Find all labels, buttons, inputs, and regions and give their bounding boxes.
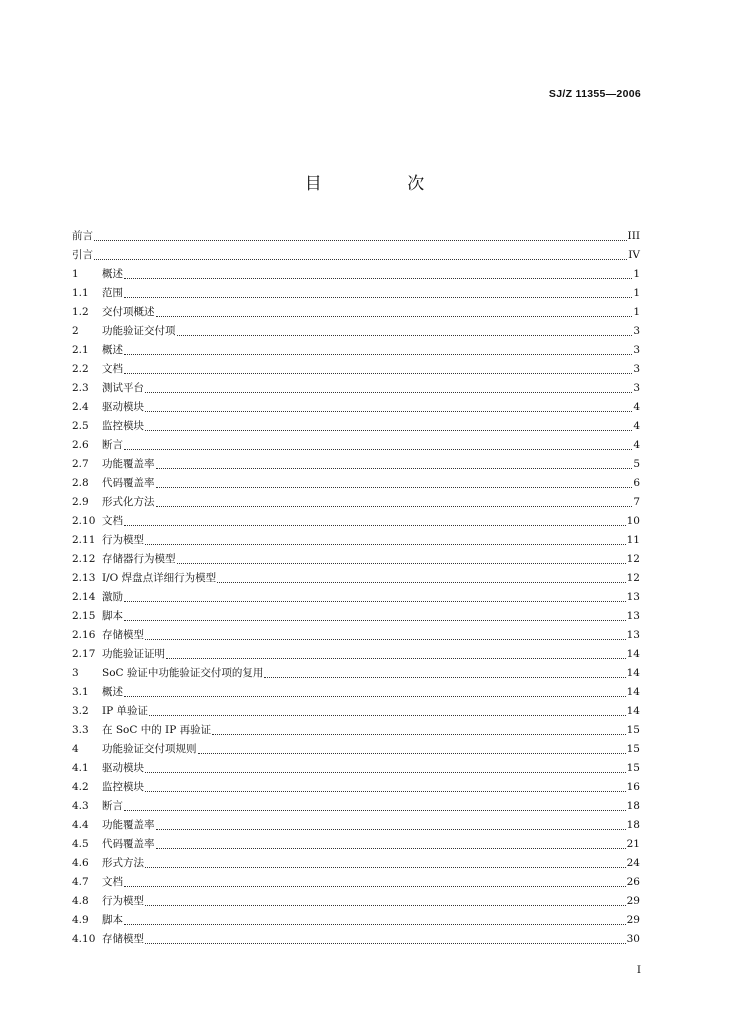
toc-entry[interactable] xyxy=(72,645,640,664)
toc-entry-page: 7 xyxy=(633,496,640,508)
toc-entry-page: 21 xyxy=(626,838,640,850)
toc-entry-page: 4 xyxy=(633,401,640,413)
toc-entry-number: 3.3 xyxy=(72,724,89,736)
toc-entry[interactable] xyxy=(72,246,640,265)
toc-leader-dots xyxy=(145,904,626,906)
toc-entry-page: 14 xyxy=(626,667,640,679)
toc-entry-number: 4.5 xyxy=(72,838,89,850)
toc-entry-title: 形式化方法 xyxy=(102,496,155,508)
toc-entry-page: 11 xyxy=(626,534,640,546)
toc-entry-title: 测试平台 xyxy=(102,382,144,394)
toc-entry[interactable] xyxy=(72,398,640,417)
toc-entry-number: 3.1 xyxy=(72,686,89,698)
toc-entry[interactable] xyxy=(72,493,640,512)
toc-entry-number: 2.15 xyxy=(72,610,96,622)
toc-entry-title: IP 单验证 xyxy=(102,705,149,717)
toc-entry-page: 14 xyxy=(626,648,640,660)
toc-entry[interactable] xyxy=(72,512,640,531)
toc-entry-number: 4.6 xyxy=(72,857,89,869)
toc-leader-dots xyxy=(198,752,626,754)
toc-entry-number: 4.9 xyxy=(72,914,89,926)
toc-entry[interactable] xyxy=(72,569,640,588)
toc-leader-dots xyxy=(156,486,633,488)
toc-entry-number: 4.10 xyxy=(72,933,96,945)
toc-entry[interactable] xyxy=(72,265,640,284)
toc-entry-number: 3.2 xyxy=(72,705,89,717)
toc-entry-page: 18 xyxy=(626,800,640,812)
toc-entry-title: 功能覆盖率 xyxy=(102,819,155,831)
toc-entry-page: 29 xyxy=(626,895,640,907)
toc-entry[interactable] xyxy=(72,436,640,455)
toc-entry[interactable] xyxy=(72,474,640,493)
toc-entry[interactable] xyxy=(72,626,640,645)
toc-leader-dots xyxy=(124,809,626,811)
toc-leader-dots xyxy=(124,619,626,621)
toc-leader-dots xyxy=(156,467,633,469)
toc-leader-dots xyxy=(264,676,625,678)
toc-entry-number: 2.9 xyxy=(72,496,89,508)
toc-entry-number: 1.1 xyxy=(72,287,89,299)
toc-entry-number: 2.8 xyxy=(72,477,89,489)
toc-entry-title: 断言 xyxy=(102,800,123,812)
toc-entry-title: 驱动模块 xyxy=(102,401,144,413)
toc-entry-number: 4.3 xyxy=(72,800,89,812)
toc-entry[interactable] xyxy=(72,284,640,303)
toc-entry[interactable] xyxy=(72,341,640,360)
toc-entry-page: 12 xyxy=(626,553,640,565)
toc-entry-number: 4.2 xyxy=(72,781,89,793)
toc-leader-dots xyxy=(145,771,626,773)
toc-entry-page: 14 xyxy=(626,705,640,717)
toc-entry-page: 15 xyxy=(626,724,640,736)
standard-code: SJ/Z 11355—2006 xyxy=(548,88,641,100)
toc-leader-dots xyxy=(156,828,626,830)
toc-entry[interactable] xyxy=(72,607,640,626)
toc-entry-number: 4.4 xyxy=(72,819,89,831)
toc-leader-dots xyxy=(156,847,626,849)
toc-entry-title: 交付项概述 xyxy=(102,306,155,318)
toc-entry-page: 26 xyxy=(626,876,640,888)
toc-leader-dots xyxy=(124,695,626,697)
toc-leader-dots xyxy=(166,657,626,659)
toc-entry-title: 文档 xyxy=(102,876,123,888)
toc-entry-number: 4.8 xyxy=(72,895,89,907)
toc-entry[interactable] xyxy=(72,322,640,341)
page-number: I xyxy=(636,964,641,976)
toc-entry[interactable] xyxy=(72,740,640,759)
toc-entry[interactable] xyxy=(72,360,640,379)
toc-entry[interactable] xyxy=(72,911,640,930)
toc-entry-title: 引言 xyxy=(72,249,93,261)
toc-leader-dots xyxy=(145,410,632,412)
toc-entry-page: 5 xyxy=(633,458,640,470)
toc-entry-title: 代码覆盖率 xyxy=(102,838,155,850)
toc-entry-title: 功能覆盖率 xyxy=(102,458,155,470)
toc-leader-dots xyxy=(177,334,633,336)
toc-entry[interactable] xyxy=(72,892,640,911)
toc-leader-dots xyxy=(145,942,626,944)
toc-leader-dots xyxy=(124,524,626,526)
toc-entry[interactable] xyxy=(72,797,640,816)
toc-leader-dots xyxy=(94,258,627,260)
toc-leader-dots xyxy=(145,429,632,431)
toc-entry-page: 24 xyxy=(626,857,640,869)
toc-entry-title: 形式方法 xyxy=(102,857,144,869)
toc-entry-title: 存储模型 xyxy=(102,933,144,945)
toc-entry[interactable] xyxy=(72,816,640,835)
toc-entry-page: 3 xyxy=(633,382,640,394)
toc-leader-dots xyxy=(124,372,632,374)
toc-entry-number: 4.1 xyxy=(72,762,89,774)
toc-entry-title: 脚本 xyxy=(102,914,123,926)
toc-entry[interactable] xyxy=(72,835,640,854)
toc-entry-title: 存储模型 xyxy=(102,629,144,641)
toc-entry-page: IV xyxy=(628,249,640,261)
toc-entry-number: 2.14 xyxy=(72,591,96,603)
toc-entry-page: 3 xyxy=(633,344,640,356)
toc-entry-page: 14 xyxy=(626,686,640,698)
toc-leader-dots xyxy=(177,562,626,564)
toc-entry-title: 文档 xyxy=(102,363,123,375)
toc-leader-dots xyxy=(156,315,633,317)
toc-entry-title: 概述 xyxy=(102,344,123,356)
toc-entry[interactable] xyxy=(72,721,640,740)
toc-entry-title: 范围 xyxy=(102,287,123,299)
toc-entry-title: 激励 xyxy=(102,591,123,603)
toc-entry-page: 12 xyxy=(626,572,640,584)
toc-entry-number: 1.2 xyxy=(72,306,89,318)
toc-entry-page: 4 xyxy=(633,420,640,432)
toc-entry-title: 行为模型 xyxy=(102,895,144,907)
toc-leader-dots xyxy=(124,600,626,602)
toc-entry-title: 存储器行为模型 xyxy=(102,553,176,565)
toc-entry-title: 在 SoC 中的 IP 再验证 xyxy=(102,724,212,736)
toc-entry[interactable] xyxy=(72,873,640,892)
toc-entry-page: 29 xyxy=(626,914,640,926)
toc-entry-page: 4 xyxy=(633,439,640,451)
toc-entry-number: 2.12 xyxy=(72,553,96,565)
toc-entry-page: 3 xyxy=(633,363,640,375)
toc-entry-number: 4.7 xyxy=(72,876,89,888)
toc-entry-page: 13 xyxy=(626,629,640,641)
toc-leader-dots xyxy=(124,353,632,355)
toc-entry[interactable] xyxy=(72,417,640,436)
toc-entry[interactable] xyxy=(72,683,640,702)
toc-entry-title: 断言 xyxy=(102,439,123,451)
toc-entry-number: 2.11 xyxy=(72,534,96,546)
toc-leader-dots xyxy=(124,885,626,887)
toc-entry-number: 2.10 xyxy=(72,515,96,527)
toc-leader-dots xyxy=(145,391,632,393)
toc-entry-number: 2.5 xyxy=(72,420,89,432)
toc-leader-dots xyxy=(124,296,632,298)
toc-leader-dots xyxy=(124,923,626,925)
toc-entry-page: III xyxy=(627,230,640,242)
toc-entry-number: 4 xyxy=(72,743,79,755)
toc-leader-dots xyxy=(124,277,632,279)
toc-entry-page: 13 xyxy=(626,610,640,622)
toc-entry[interactable] xyxy=(72,455,640,474)
toc-entry-number: 2.4 xyxy=(72,401,89,413)
toc-leader-dots xyxy=(156,505,633,507)
toc-entry-title: 行为模型 xyxy=(102,534,144,546)
toc-leader-dots xyxy=(212,733,626,735)
toc-entry-page: 1 xyxy=(633,268,640,280)
toc-entry[interactable] xyxy=(72,664,640,683)
toc-entry[interactable] xyxy=(72,702,640,721)
toc-leader-dots xyxy=(124,448,632,450)
toc-entry[interactable] xyxy=(72,854,640,873)
table-of-contents xyxy=(72,227,640,949)
toc-entry[interactable] xyxy=(72,379,640,398)
toc-entry-title: 驱动模块 xyxy=(102,762,144,774)
toc-leader-dots xyxy=(145,543,626,545)
toc-entry-number: 2 xyxy=(72,325,79,337)
toc-entry-title: SoC 验证中功能验证交付项的复用 xyxy=(102,667,264,679)
toc-entry-number: 2.2 xyxy=(72,363,89,375)
toc-entry-title: 文档 xyxy=(102,515,123,527)
toc-entry-title: 监控模块 xyxy=(102,420,144,432)
toc-entry-page: 1 xyxy=(633,306,640,318)
toc-leader-dots xyxy=(145,866,626,868)
toc-entry-number: 2.7 xyxy=(72,458,89,470)
toc-entry-number: 2.17 xyxy=(72,648,96,660)
toc-entry-number: 2.1 xyxy=(72,344,89,356)
toc-entry-title: 功能验证交付项 xyxy=(102,325,176,337)
toc-leader-dots xyxy=(217,581,625,583)
toc-leader-dots xyxy=(145,790,626,792)
toc-entry[interactable] xyxy=(72,930,640,949)
toc-entry-page: 15 xyxy=(626,762,640,774)
toc-entry-number: 1 xyxy=(72,268,79,280)
toc-entry[interactable] xyxy=(72,588,640,607)
toc-leader-dots xyxy=(94,239,627,241)
toc-entry-title: 脚本 xyxy=(102,610,123,622)
toc-entry-page: 16 xyxy=(626,781,640,793)
toc-entry-title: 功能验证交付项规则 xyxy=(102,743,197,755)
toc-leader-dots xyxy=(149,714,626,716)
toc-entry-number: 2.6 xyxy=(72,439,89,451)
toc-entry-title: 功能验证证明 xyxy=(102,648,165,660)
toc-entry[interactable] xyxy=(72,227,640,246)
toc-leader-dots xyxy=(145,638,626,640)
toc-entry-number: 2.3 xyxy=(72,382,89,394)
toc-entry-page: 10 xyxy=(626,515,640,527)
toc-entry-title: 概述 xyxy=(102,268,123,280)
toc-entry-page: 15 xyxy=(626,743,640,755)
toc-entry-page: 3 xyxy=(633,325,640,337)
toc-entry-number: 2.13 xyxy=(72,572,96,584)
toc-entry[interactable] xyxy=(72,531,640,550)
toc-entry-title: I/O 焊盘点详细行为模型 xyxy=(102,572,217,584)
toc-entry-page: 1 xyxy=(633,287,640,299)
toc-entry-page: 6 xyxy=(633,477,640,489)
toc-entry[interactable] xyxy=(72,550,640,569)
toc-entry-page: 30 xyxy=(626,933,640,945)
toc-entry[interactable] xyxy=(72,759,640,778)
toc-entry-page: 18 xyxy=(626,819,640,831)
toc-entry-title: 监控模块 xyxy=(102,781,144,793)
toc-entry-page: 13 xyxy=(626,591,640,603)
page-title: 目 次 xyxy=(304,174,465,194)
toc-entry-title: 代码覆盖率 xyxy=(102,477,155,489)
toc-entry[interactable] xyxy=(72,778,640,797)
toc-entry[interactable] xyxy=(72,303,640,322)
toc-entry-title: 概述 xyxy=(102,686,123,698)
toc-entry-number: 3 xyxy=(72,667,79,679)
toc-entry-number: 2.16 xyxy=(72,629,96,641)
toc-entry-title: 前言 xyxy=(72,230,93,242)
